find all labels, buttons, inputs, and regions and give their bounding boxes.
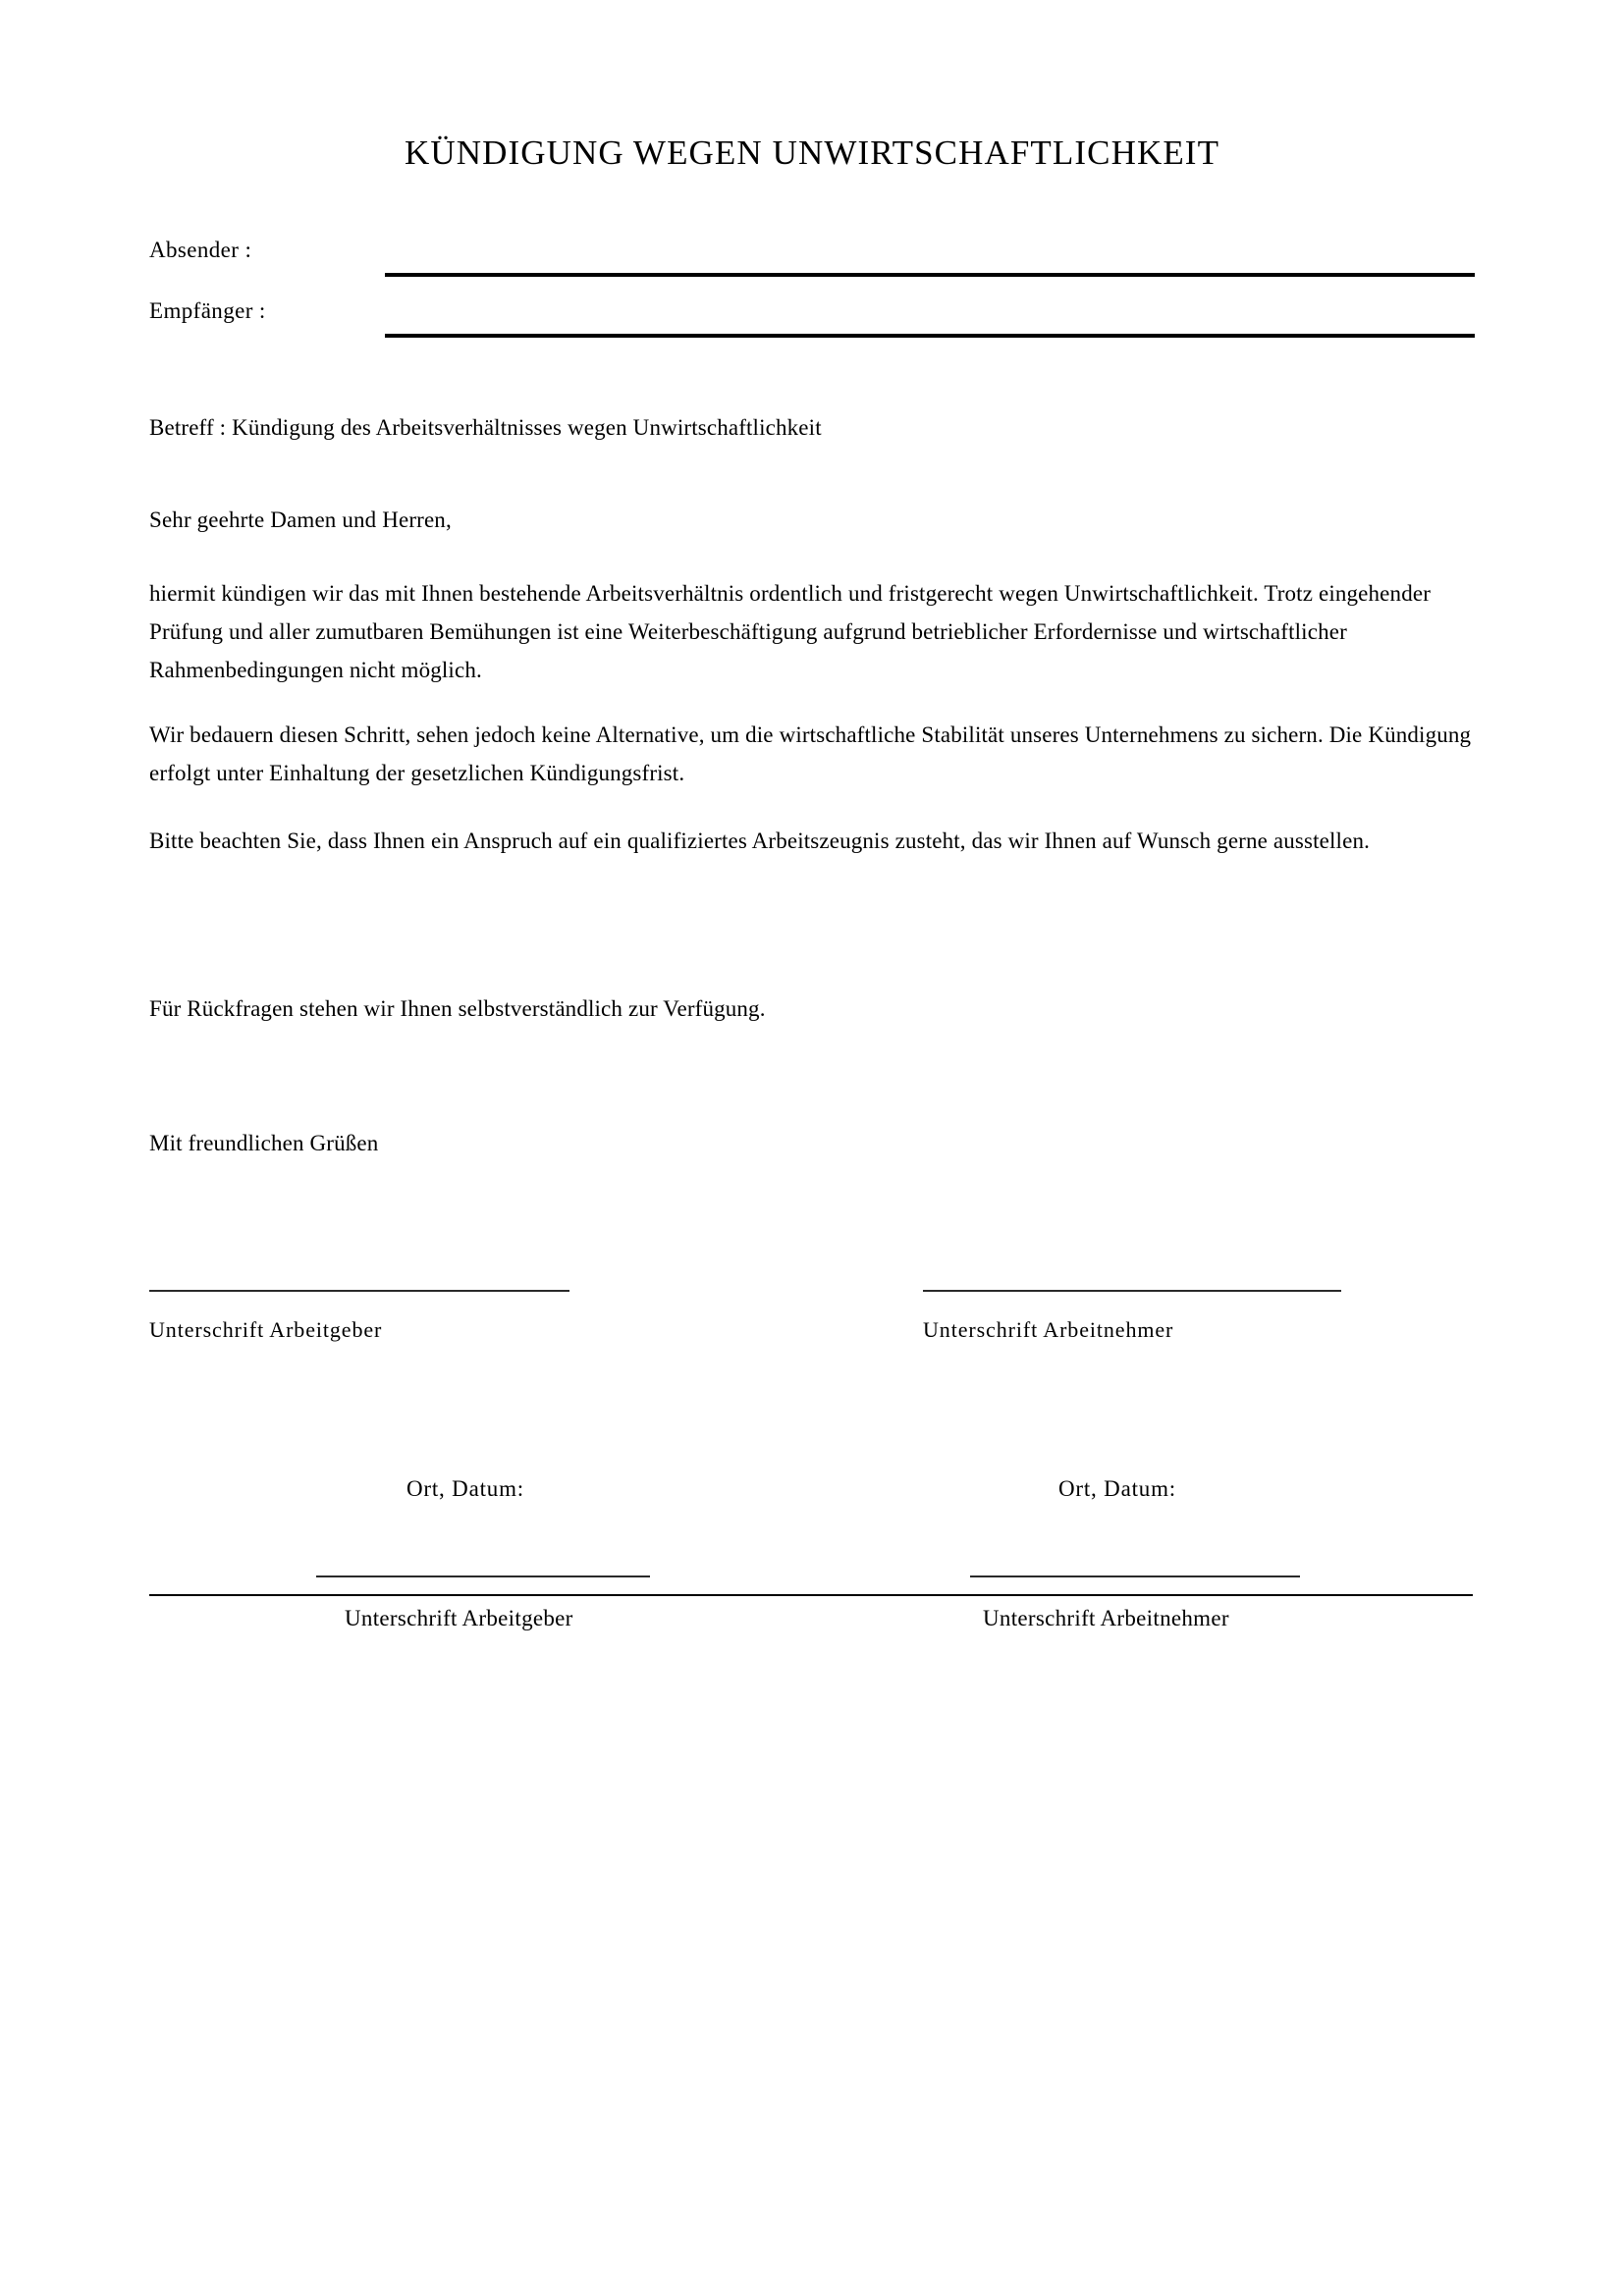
sign-off: Mit freundlichen Grüßen <box>149 1131 379 1155</box>
page-title: KÜNDIGUNG WEGEN UNWIRTSCHAFTLICHKEIT <box>404 133 1220 173</box>
employer-signature-line[interactable] <box>149 1290 569 1292</box>
employee-signature-line[interactable] <box>923 1290 1341 1292</box>
subject-line: Betreff : Kündigung des Arbeitsverhältnisses wegen Unwirtschaftlichkeit <box>149 415 822 440</box>
recipient-input-rule[interactable] <box>385 334 1475 338</box>
body-paragraph-1: hiermit kündigen wir das mit Ihnen bestehende Arbeitsverhältnis ordentlich und fristgerecht wegen Unwirtschaftlichkeit. Trotz eingehender Prüfung und aller zumutbaren Bemühungen ist eine Weiterbeschäftigung aufgrund betrieblicher Erfordernisse und wirtschaftlicher Rahmenbedingungen nicht möglich. <box>149 581 1432 682</box>
sender-label: Absender : <box>149 238 252 262</box>
salutation: Sehr geehrte Damen und Herren, <box>149 507 452 532</box>
employer-signature-label-bottom: Unterschrift Arbeitgeber <box>345 1606 573 1630</box>
employee-signature-label: Unterschrift Arbeitnehmer <box>923 1317 1174 1342</box>
recipient-label: Empfänger : <box>149 298 266 323</box>
section-divider <box>149 1594 1473 1596</box>
employer-place-date-line[interactable] <box>316 1575 650 1577</box>
recipient-field-row <box>149 296 1475 338</box>
employer-place-date-label: Ort, Datum: <box>406 1476 524 1501</box>
closing-note: Für Rückfragen stehen wir Ihnen selbstverständlich zur Verfügung. <box>149 996 766 1021</box>
employee-place-date-line[interactable] <box>970 1575 1300 1577</box>
body-paragraph-2: Wir bedauern diesen Schritt, sehen jedoch keine Alternative, um die wirtschaftliche Stabilität unseres Unternehmens zu sichern. Die Kündigung erfolgt unter Einhaltung der gesetzlichen Kündigungsfrist. <box>149 722 1472 785</box>
sender-field-row <box>149 236 1475 277</box>
body-paragraph-3: Bitte beachten Sie, dass Ihnen ein Anspruch auf ein qualifiziertes Arbeitszeugnis zusteht, das wir Ihnen auf Wunsch gerne ausstellen. <box>149 828 1370 853</box>
employer-signature-label: Unterschrift Arbeitgeber <box>149 1317 383 1342</box>
employee-place-date-label: Ort, Datum: <box>1058 1476 1176 1501</box>
employee-signature-label-bottom: Unterschrift Arbeitnehmer <box>983 1606 1229 1630</box>
sender-input-rule[interactable] <box>385 273 1475 277</box>
